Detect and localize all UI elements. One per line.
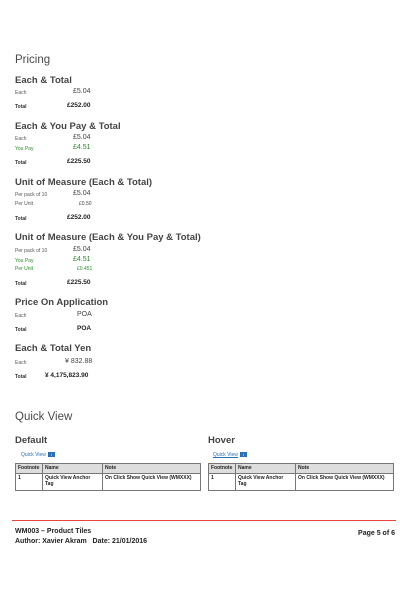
table-cell: Quick View Anchor Tag [43, 474, 103, 491]
you-pay-label: You Pay [15, 258, 34, 264]
price-value: £5.04 [73, 134, 91, 141]
column-header: Footnote [16, 464, 43, 474]
footer-divider [12, 520, 396, 521]
total-row [15, 214, 215, 224]
price-row [15, 358, 215, 368]
table-cell: On Click Show Quick View (WMXXX) [296, 474, 394, 491]
total-row [15, 279, 215, 289]
uom-each-total-heading: Unit of Measure (Each & Total) [15, 177, 153, 188]
per-unit-value: £0.451 [77, 266, 93, 272]
table-cell: 1 [16, 474, 43, 491]
you-pay-value: £4.51 [73, 144, 91, 151]
quick-view-link-default[interactable] [21, 452, 55, 458]
total-value: £252.00 [67, 102, 91, 109]
you-pay-label: You Pay [15, 146, 34, 152]
total-label: Total [15, 216, 27, 222]
total-label: Total [15, 160, 27, 166]
column-header: Footnote [209, 464, 236, 474]
total-row [15, 372, 215, 382]
default-spec-table [15, 463, 201, 491]
table-cell: On Click Show Quick View (WMXXX) [103, 474, 201, 491]
per-unit-row [15, 264, 215, 274]
per-unit-label: Per Unit [15, 201, 34, 207]
price-value: £5.04 [73, 88, 91, 95]
price-row [15, 246, 215, 256]
yen-heading: Each & Total Yen [15, 343, 92, 354]
total-label: Total [15, 327, 27, 333]
price-label: Each [15, 136, 27, 142]
quick-view-link-hover[interactable] [213, 452, 247, 458]
table-row [16, 474, 201, 491]
table-cell: 1 [209, 474, 236, 491]
uom-each-you-pay-total-heading: Unit of Measure (Each & You Pay & Total) [15, 232, 201, 243]
table-header-row [16, 464, 201, 474]
total-row [15, 325, 215, 335]
total-label: Total [15, 281, 27, 287]
quick-view-link-label[interactable]: Quick View [213, 452, 238, 458]
poa-heading: Price On Application [15, 297, 109, 308]
each-you-pay-total-heading: Each & You Pay & Total [15, 121, 121, 132]
price-row [15, 134, 215, 144]
info-icon: i [240, 452, 247, 457]
hover-heading: Hover [208, 435, 235, 446]
per-pack-value: £5.04 [73, 246, 91, 253]
quick-view-heading: Quick View [15, 411, 73, 423]
total-row [15, 102, 215, 112]
each-total-heading: Each & Total [15, 75, 72, 86]
per-unit-label: Per Unit [15, 266, 34, 272]
column-header: Name [236, 464, 296, 474]
price-label: Each [15, 313, 27, 319]
total-value: £225.50 [67, 279, 91, 286]
total-value: POA [77, 325, 92, 332]
total-value: ¥ 4,175,823.90 [45, 372, 89, 379]
table-cell: Quick View Anchor Tag [236, 474, 296, 491]
total-row [15, 158, 215, 168]
price-label: Each [15, 360, 27, 366]
per-pack-value: £5.04 [73, 190, 91, 197]
per-unit-row [15, 199, 215, 209]
document-title: WM003 – Product Tiles [15, 528, 92, 535]
pricing-heading: Pricing [15, 54, 51, 66]
info-icon: i [48, 452, 55, 457]
table-row [209, 474, 394, 491]
total-value: £252.00 [67, 214, 91, 221]
hover-spec-table [208, 463, 394, 491]
quick-view-link-label[interactable]: Quick View [21, 452, 46, 458]
price-label: Each [15, 90, 27, 96]
column-header: Note [103, 464, 201, 474]
page-number: Page 5 of 6 [358, 530, 395, 537]
table-header-row [209, 464, 394, 474]
per-unit-value: £0.50 [79, 201, 92, 207]
you-pay-value: £4.51 [73, 256, 91, 263]
price-row [15, 311, 215, 321]
column-header: Note [296, 464, 394, 474]
author-date: Author: Xavier Akram Date: 21/01/2016 [15, 538, 148, 545]
you-pay-row [15, 144, 215, 154]
total-label: Total [15, 104, 27, 110]
per-pack-label: Per pack of 10 [15, 192, 48, 198]
per-pack-label: Per pack of 10 [15, 248, 48, 254]
price-row [15, 88, 215, 98]
column-header: Name [43, 464, 103, 474]
default-heading: Default [15, 435, 48, 446]
total-value: £225.50 [67, 158, 91, 165]
total-label: Total [15, 374, 27, 380]
price-value: POA [77, 311, 92, 318]
price-value: ¥ 832.88 [65, 358, 93, 365]
